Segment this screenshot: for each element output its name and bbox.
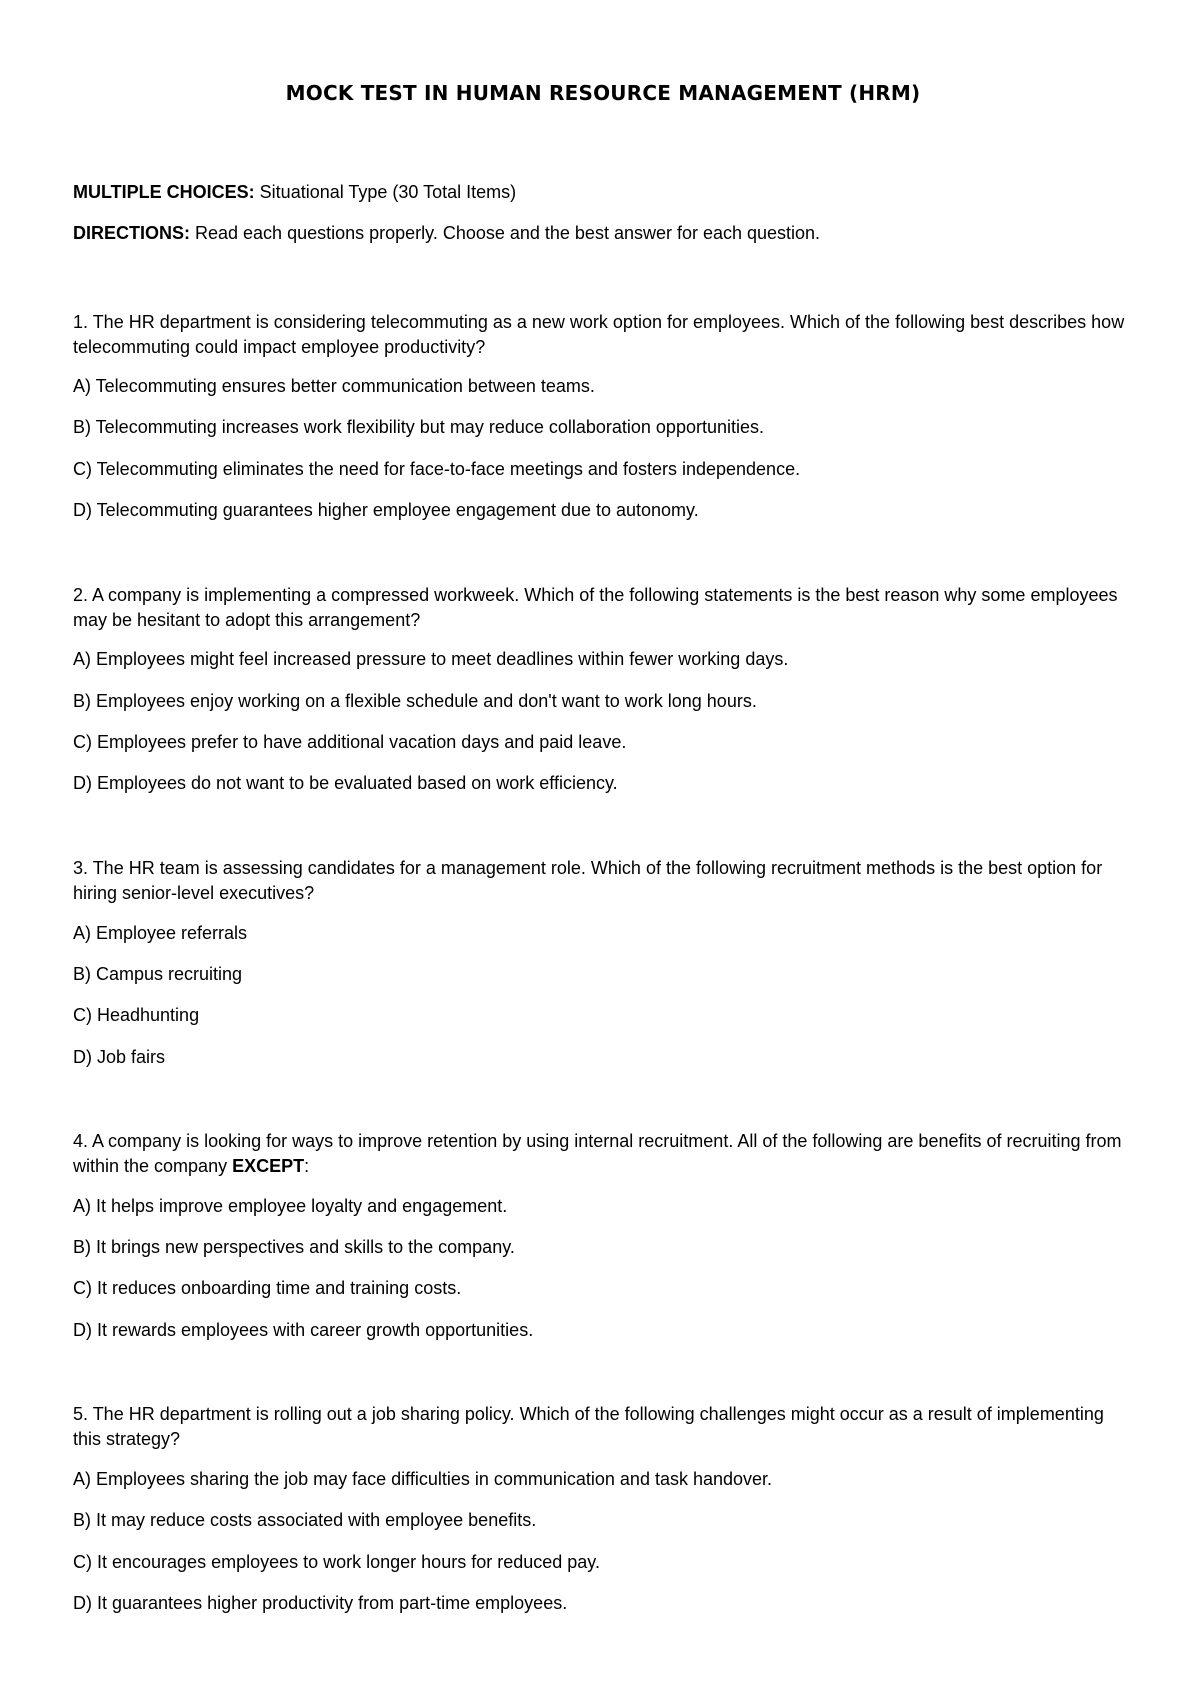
question-3-option-b: B) Campus recruiting [73,964,243,984]
question-2-option-a: A) Employees might feel increased pressure to meet deadlines within fewer working days. [73,649,789,669]
question-4-option-b: B) It brings new perspectives and skills to the company. [73,1237,515,1257]
question-2-option-b: B) Employees enjoy working on a flexible schedule and don't want to work long hours. [73,691,757,711]
question-2-option-c: C) Employees prefer to have additional vacation days and paid leave. [73,732,627,752]
page-title: MOCK TEST IN HUMAN RESOURCE MANAGEMENT (HRM) [285,81,921,105]
question-4-option-a: A) It helps improve employee loyalty and engagement. [73,1196,508,1216]
directions-text: Read each questions properly. Choose and the best answer for each question. [190,223,821,243]
question-4-stem-end: : [304,1156,310,1176]
question-2-text: 2. A company is implementing a compressed workweek. Which of the following statements is the best reason why some employees may be hesitant to adopt this arrangement? [73,585,1118,630]
question-3-option-c: C) Headhunting [73,1005,200,1025]
question-5-option-b: B) It may reduce costs associated with employee benefits. [73,1510,537,1530]
question-1-option-b: B) Telecommuting increases work flexibility but may reduce collaboration opportunities. [73,417,764,437]
question-3-option-a: A) Employee referrals [73,923,248,943]
question-4-option-c: C) It reduces onboarding time and training costs. [73,1278,462,1298]
question-5-option-a: A) Employees sharing the job may face difficulties in communication and task handover. [73,1469,773,1489]
question-2-option-d: D) Employees do not want to be evaluated based on work efficiency. [73,773,618,793]
directions-line [73,221,820,246]
question-5-text: 5. The HR department is rolling out a job sharing policy. Which of the following challenges might occur as a result of implementing this strategy? [73,1404,1104,1449]
question-3-option-d: D) Job fairs [73,1047,166,1067]
question-4-emphasis: EXCEPT [232,1156,305,1176]
question-4-option-d: D) It rewards employees with career growth opportunities. [73,1320,534,1340]
question-1-text: 1. The HR department is considering telecommuting as a new work option for employees. Which of the following best describes how telecommuting could impact employee productivity? [73,312,1125,357]
question-4-text [73,1129,1133,1179]
question-5-option-c: C) It encourages employees to work longer hours for reduced pay. [73,1552,600,1572]
multiple-choices-label: MULTIPLE CHOICES: [73,182,255,202]
multiple-choices-line [73,180,516,205]
question-1-option-d: D) Telecommuting guarantees higher employee engagement due to autonomy. [73,500,699,520]
question-4-stem: 4. A company is looking for ways to improve retention by using internal recruitment. All of the following are benefits of recruiting from within the company [73,1131,1122,1176]
directions-label: DIRECTIONS: [73,223,190,243]
question-1-option-c: C) Telecommuting eliminates the need for face-to-face meetings and fosters independence. [73,459,801,479]
question-3-text: 3. The HR team is assessing candidates for a management role. Which of the following recruitment methods is the best option for hiring senior-level executives? [73,858,1103,903]
question-1-option-a: A) Telecommuting ensures better communication between teams. [73,376,595,396]
multiple-choices-text: Situational Type (30 Total Items) [254,182,517,202]
question-5-option-d: D) It guarantees higher productivity from part-time employees. [73,1593,568,1613]
